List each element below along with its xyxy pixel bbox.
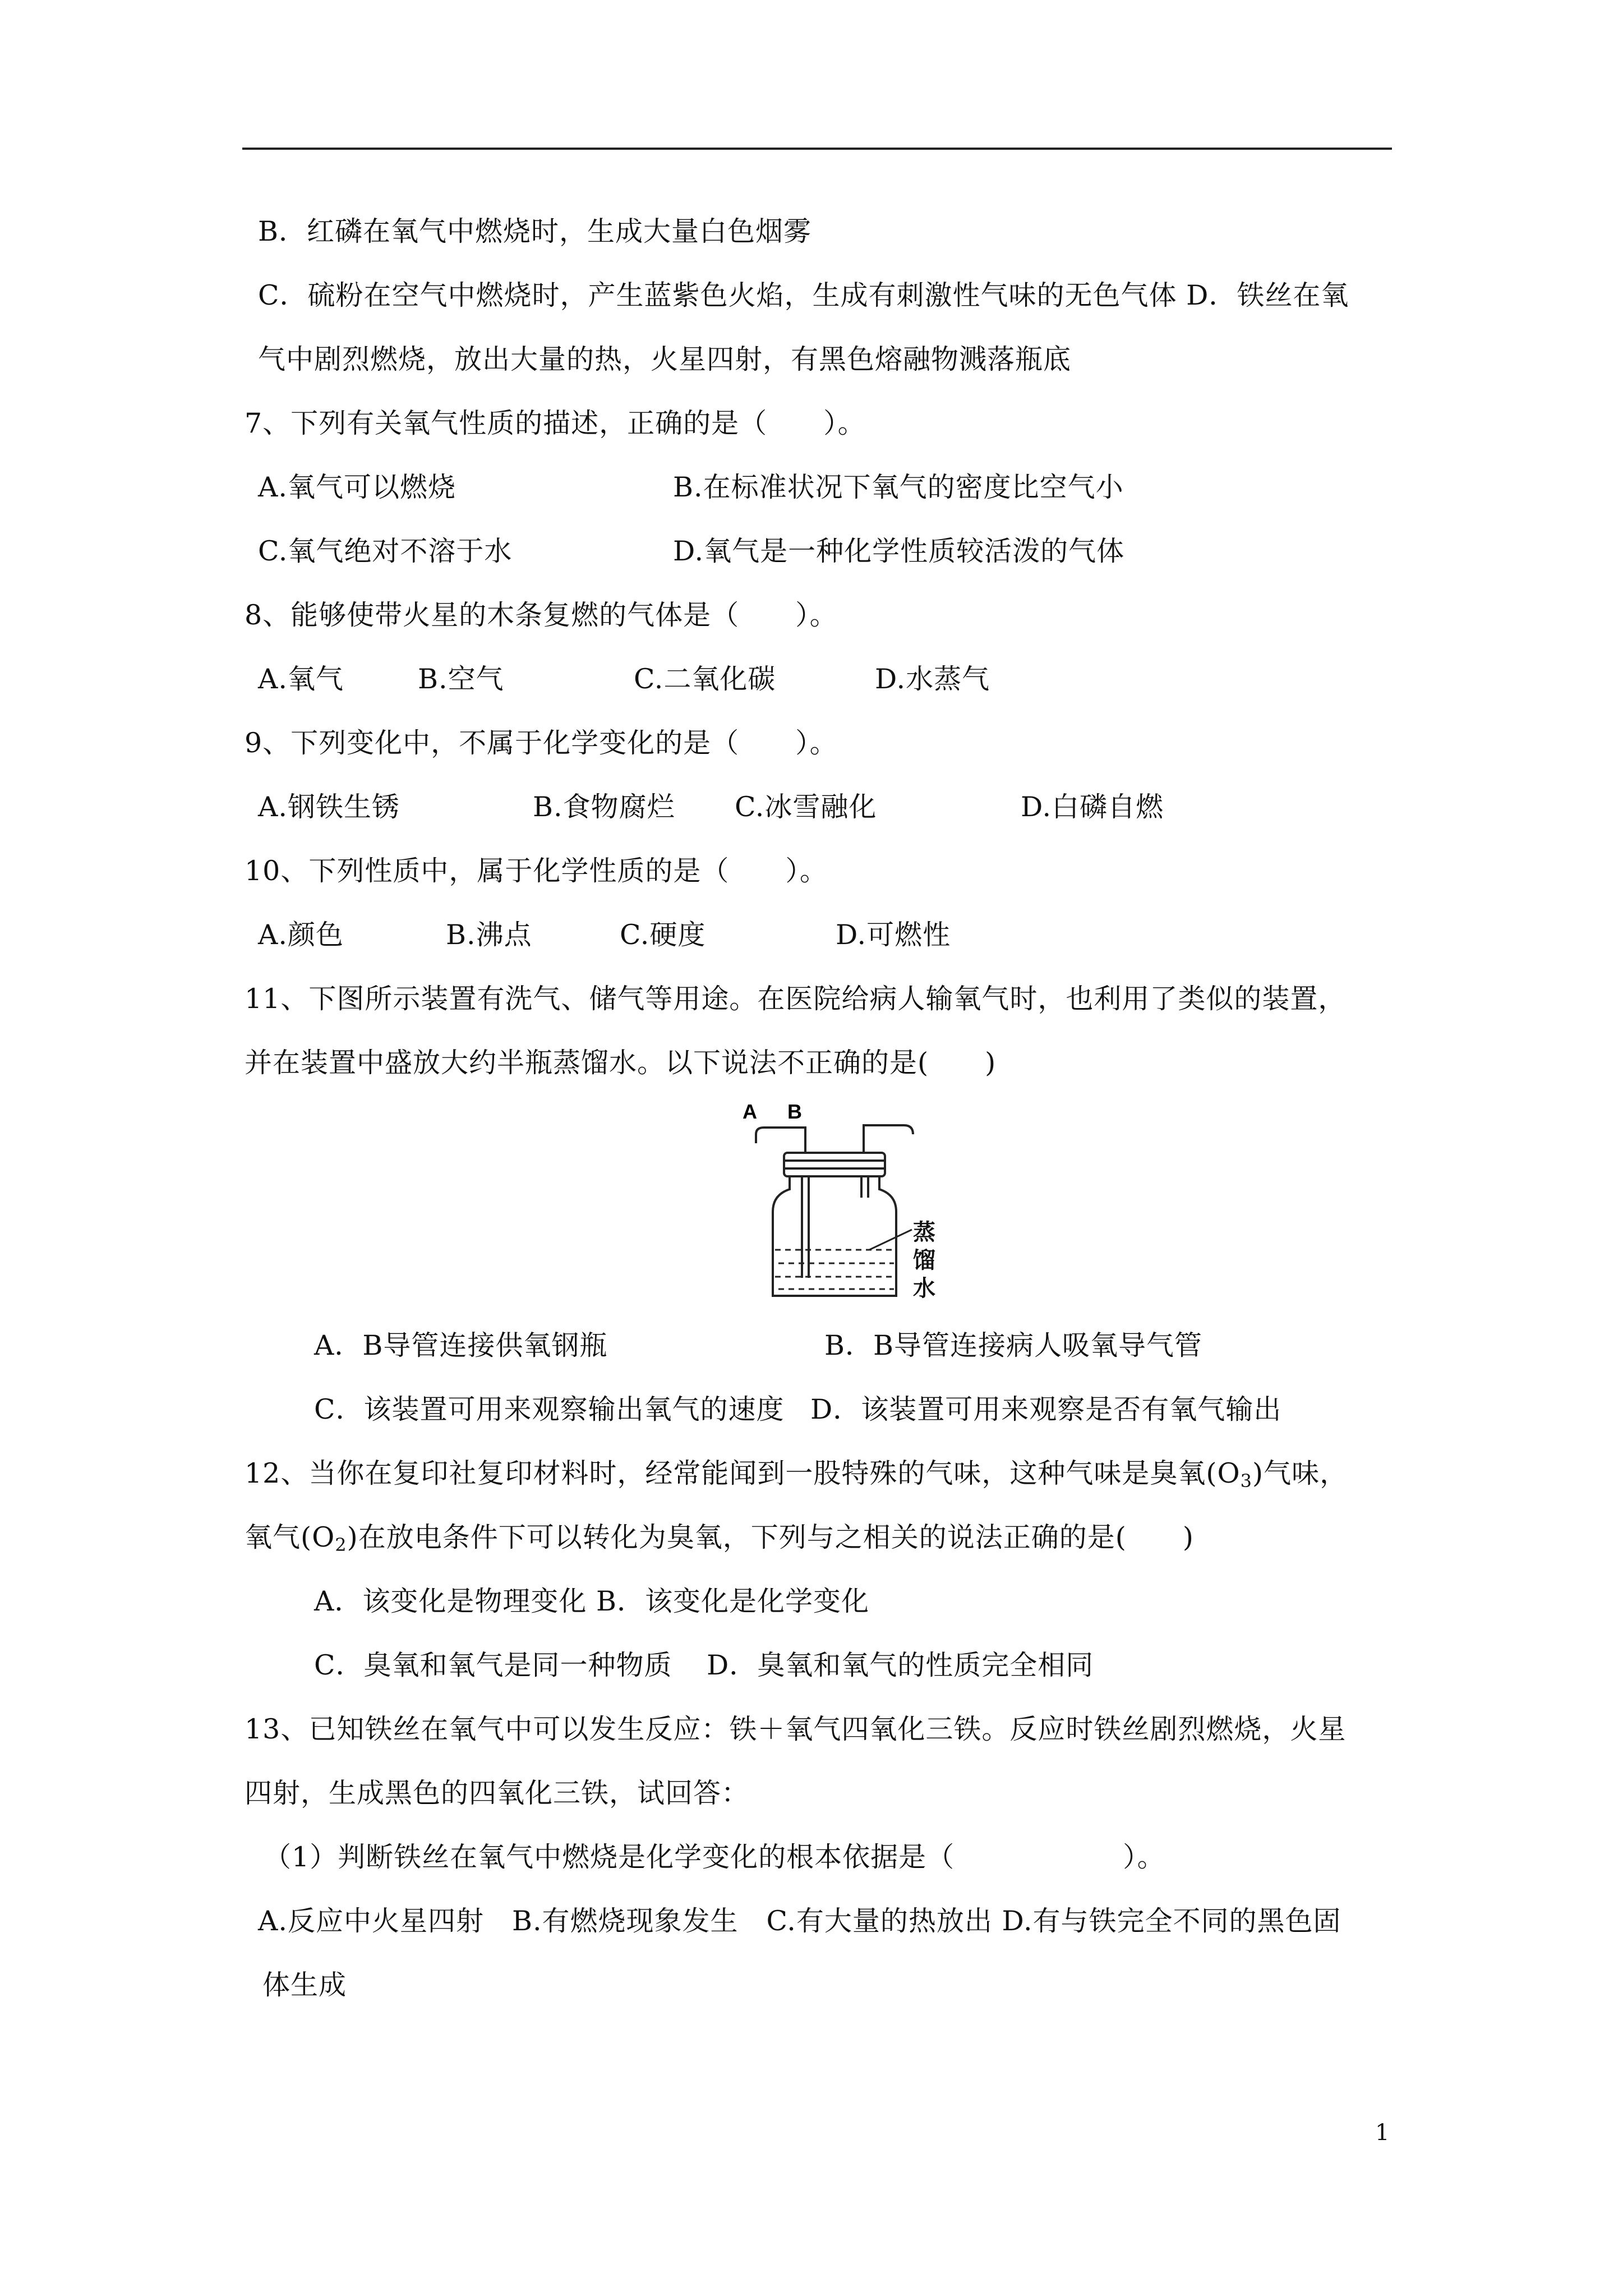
q7-option-d: D.氧气是一种化学性质较活泼的气体	[673, 535, 1125, 567]
q12-stem-line2: 氧气$(O_2)$在放电条件下可以转化为臭氧，下列与之相关的说法正确的是( )	[245, 1521, 1195, 1556]
q8-stem: 8、能够使带火星的木条复燃的气体是（ ）。	[245, 599, 838, 631]
q7-option-c: C.氧气绝对不溶于水	[258, 535, 513, 567]
q11-stem-line2: 并在装置中盛放大约半瓶蒸馏水。以下说法不正确的是( )	[245, 1047, 997, 1079]
q11-option-b: B．B导管连接病人吸氧导气管	[824, 1329, 1203, 1361]
q10-option-d: D.可燃性	[836, 919, 951, 951]
q11-stem-line1: 11、下图所示装置有洗气、储气等用途。在医院给病人输氧气时，也利用了类似的装置，	[245, 983, 1347, 1015]
q8-option-b: B.空气	[418, 663, 504, 695]
label-distilled-water: 蒸馏水	[913, 1220, 935, 1301]
stopper-icon	[784, 1153, 885, 1176]
q13-options-line2: 体生成	[262, 1969, 347, 2001]
q10-option-c: C.硬度	[620, 919, 706, 951]
q9-option-d: D.白磷自燃	[1021, 791, 1164, 823]
tube-b-icon	[864, 1125, 913, 1153]
q10-option-a: A.颜色	[258, 919, 344, 951]
water-surface-icon	[775, 1250, 894, 1289]
q13-options-line1: A.反应中火星四射 B.有燃烧现象发生 C.有大量的热放出 D.有与铁完全不同的黑色固	[258, 1905, 1341, 1937]
q9-option-c: C.冰雪融化	[735, 791, 877, 823]
q6-option-d-continued: 气中剧烈燃烧，放出大量的热，火星四射，有黑色熔融物溅落瓶底	[258, 343, 1072, 375]
q13-stem-line2: 四射，生成黑色的四氧化三铁，试回答：	[245, 1777, 750, 1809]
q11-option-d: D．该装置可用来观察是否有氧气输出	[810, 1393, 1282, 1425]
header-rule	[242, 148, 1392, 150]
tube-a-icon	[756, 1128, 805, 1153]
q12-option-d: D．臭氧和氧气的性质完全相同	[707, 1649, 1094, 1681]
q9-stem: 9、下列变化中，不属于化学变化的是（ ）。	[245, 727, 838, 759]
q6-option-c: C．硫粉在空气中燃烧时，产生蓝紫色火焰，生成有刺激性气味的无色气体 D．铁丝在氧	[258, 279, 1349, 311]
q13-subquestion-1: （1）判断铁丝在氧气中燃烧是化学变化的根本依据是（ ）。	[264, 1841, 1165, 1873]
q11-option-a: A．B导管连接供氧钢瓶	[314, 1329, 608, 1361]
q6-option-b: B．红磷在氧气中燃烧时，生成大量白色烟雾	[258, 215, 812, 247]
q13-stem-line1: 13、已知铁丝在氧气中可以发生反应：铁＋氧气四氧化三铁。反应时铁丝剧烈燃烧，火星	[245, 1713, 1347, 1745]
q9-option-a: A.钢铁生锈	[258, 791, 400, 823]
q10-stem: 10、下列性质中，属于化学性质的是（ ）。	[245, 855, 828, 887]
page-number: 1	[1375, 2120, 1390, 2146]
q10-option-b: B.沸点	[446, 919, 532, 951]
q9-option-b: B.食物腐烂	[533, 791, 675, 823]
q7-option-a: A.氧气可以燃烧	[258, 471, 456, 503]
q11-option-c: C．该装置可用来观察输出氧气的速度	[314, 1393, 785, 1425]
q8-option-c: C.二氧化碳	[634, 663, 776, 695]
gas-washing-bottle-figure	[739, 1099, 930, 1307]
q12-option-ab: A．该变化是物理变化 B．该变化是化学变化	[314, 1585, 869, 1617]
label-a: A	[743, 1100, 757, 1123]
q12-stem-line1: 12、当你在复印社复印材料时，经常能闻到一股特殊的气味，这种气味是臭氧$(O_3)$气味，	[245, 1457, 1348, 1492]
q8-option-a: A.氧气	[258, 663, 344, 695]
q7-option-b: B.在标准状况下氧气的密度比空气小	[673, 471, 1124, 503]
q7-stem: 7、下列有关氧气性质的描述，正确的是（ ）。	[245, 407, 866, 439]
label-b: B	[787, 1100, 802, 1123]
q12-option-c: C．臭氧和氧气是同一种物质	[314, 1649, 672, 1681]
bottle-icon	[773, 1176, 896, 1296]
q8-option-d: D.水蒸气	[875, 663, 990, 695]
